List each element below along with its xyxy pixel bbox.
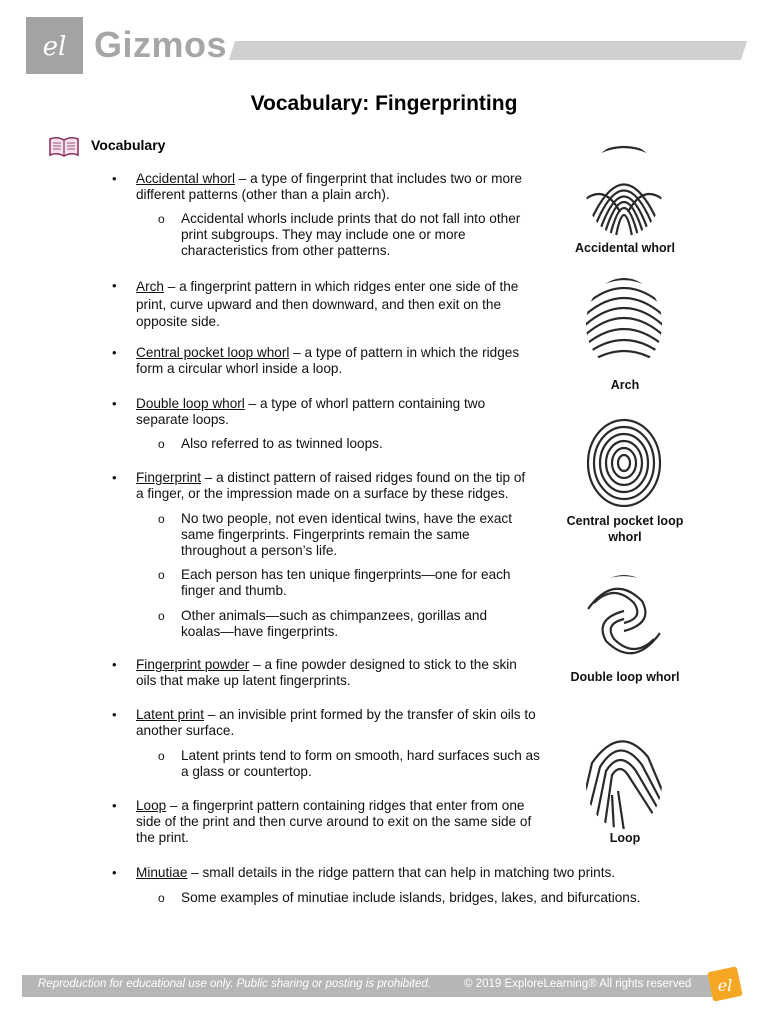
book-icon xyxy=(48,134,80,158)
vocab-entry xyxy=(136,865,656,881)
header-decoration-bar xyxy=(229,41,747,60)
vocab-definition: – a fingerprint pattern in which ridges enter one side of the print, curve upward and then downward, and then exit on the opposite side. xyxy=(136,279,519,329)
sub-bullet: o xyxy=(158,749,165,763)
bullet: • xyxy=(112,470,117,485)
footer-copyright: © 2019 ExploreLearning® All rights reserved xyxy=(464,978,692,990)
vocab-term: Central pocket loop whorl xyxy=(136,345,290,360)
vocab-note: Accidental whorls include prints that do not fall into other print subgroups. They may include one or more characteristics from other patterns. xyxy=(181,211,521,258)
gizmos-logo xyxy=(26,17,83,74)
section-heading: Vocabulary xyxy=(91,137,166,153)
bullet: • xyxy=(112,396,117,411)
vocab-entry xyxy=(136,396,506,428)
brand-name: Gizmos xyxy=(94,24,228,65)
vocab-note: Latent prints tend to form on smooth, hard surfaces such as a glass or countertop. xyxy=(181,748,540,779)
fingerprint-caption: Central pocket loop whorl xyxy=(566,514,684,544)
vocab-term: Double loop whorl xyxy=(136,396,245,411)
explorelearning-logo-icon xyxy=(705,964,745,1004)
bullet: • xyxy=(112,798,117,813)
vocab-term: Fingerprint powder xyxy=(136,657,250,672)
vocab-definition: – small details in the ridge pattern that can help in matching two prints. xyxy=(187,865,616,880)
arch-fingerprint-icon xyxy=(584,276,664,372)
fingerprint-caption: Double loop whorl xyxy=(570,670,680,684)
vocab-term: Loop xyxy=(136,798,167,813)
vocab-note: No two people, not even identical twins, have the exact same fingerprints. Fingerprints remain the same throughout a person’s life. xyxy=(181,511,512,558)
vocab-definition: – a type of pattern in which the ridges form a circular whorl inside a loop. xyxy=(136,345,520,376)
footer-notice: Reproduction for educational use only. Public sharing or posting is prohibited. xyxy=(38,978,431,990)
central-pocket-loop-whorl-fingerprint-icon xyxy=(584,415,664,511)
sub-bullet: o xyxy=(158,212,165,226)
sub-bullet: o xyxy=(158,891,165,905)
vocab-note: Other animals—such as chimpanzees, gorillas and koalas—have fingerprints. xyxy=(181,608,488,639)
vocab-note: Some examples of minutiae include islands, bridges, lakes, and bifurcations. xyxy=(181,890,641,905)
loop-fingerprint-icon xyxy=(584,735,664,831)
bullet: • xyxy=(112,865,117,880)
fingerprint-caption: Arch xyxy=(610,378,640,392)
page-title: Vocabulary: Fingerprinting xyxy=(250,92,518,115)
vocab-term: Fingerprint xyxy=(136,470,201,485)
vocab-term: Latent print xyxy=(136,707,205,722)
vocab-entry xyxy=(136,798,546,846)
vocab-entry xyxy=(136,470,536,502)
double-loop-whorl-fingerprint-icon xyxy=(584,573,664,669)
fingerprint-caption: Loop xyxy=(609,831,641,845)
vocab-entry xyxy=(136,278,536,331)
vocab-note: Each person has ten unique fingerprints—one for each finger and thumb. xyxy=(181,567,511,598)
fingerprint-caption: Accidental whorl xyxy=(574,241,676,255)
sub-bullet: o xyxy=(158,568,165,582)
el-logo-icon xyxy=(26,17,83,74)
vocab-definition: – a fine powder designed to stick to the skin oils that make up latent fingerprints. xyxy=(136,657,517,688)
vocab-entry xyxy=(136,707,546,739)
vocab-definition: – a type of whorl pattern containing two separate loops. xyxy=(136,396,486,427)
sub-bullet: o xyxy=(158,512,165,526)
vocab-entry xyxy=(136,657,526,689)
vocab-definition: – a fingerprint pattern containing ridges that enter from one side of the print and then curve around to exit on the same side of the print. xyxy=(136,798,532,845)
vocab-definition: – an invisible print formed by the transfer of skin oils to another surface. xyxy=(136,707,536,738)
vocab-entry xyxy=(136,345,536,377)
sub-bullet: o xyxy=(158,437,165,451)
svg-text:el: el xyxy=(717,976,733,995)
bullet: • xyxy=(112,657,117,672)
vocab-entry xyxy=(136,171,536,203)
vocab-definition: – a distinct pattern of raised ridges found on the tip of a finger, or the impression made on a surface by these ridges. xyxy=(136,470,526,501)
vocab-note: Also referred to as twinned loops. xyxy=(181,436,383,451)
accidental-whorl-fingerprint-icon xyxy=(584,142,664,238)
bullet: • xyxy=(112,278,117,293)
bullet: • xyxy=(112,707,117,722)
bullet: • xyxy=(112,345,117,360)
vocab-term: Minutiae xyxy=(136,865,188,880)
bullet: • xyxy=(112,171,117,186)
vocab-term: Arch xyxy=(136,279,164,294)
sub-bullet: o xyxy=(158,609,165,623)
svg-text:el: el xyxy=(42,32,67,62)
vocab-term: Accidental whorl xyxy=(136,171,235,186)
vocab-definition: – a type of fingerprint that includes two or more different patterns (other than a plain arch). xyxy=(136,171,523,202)
